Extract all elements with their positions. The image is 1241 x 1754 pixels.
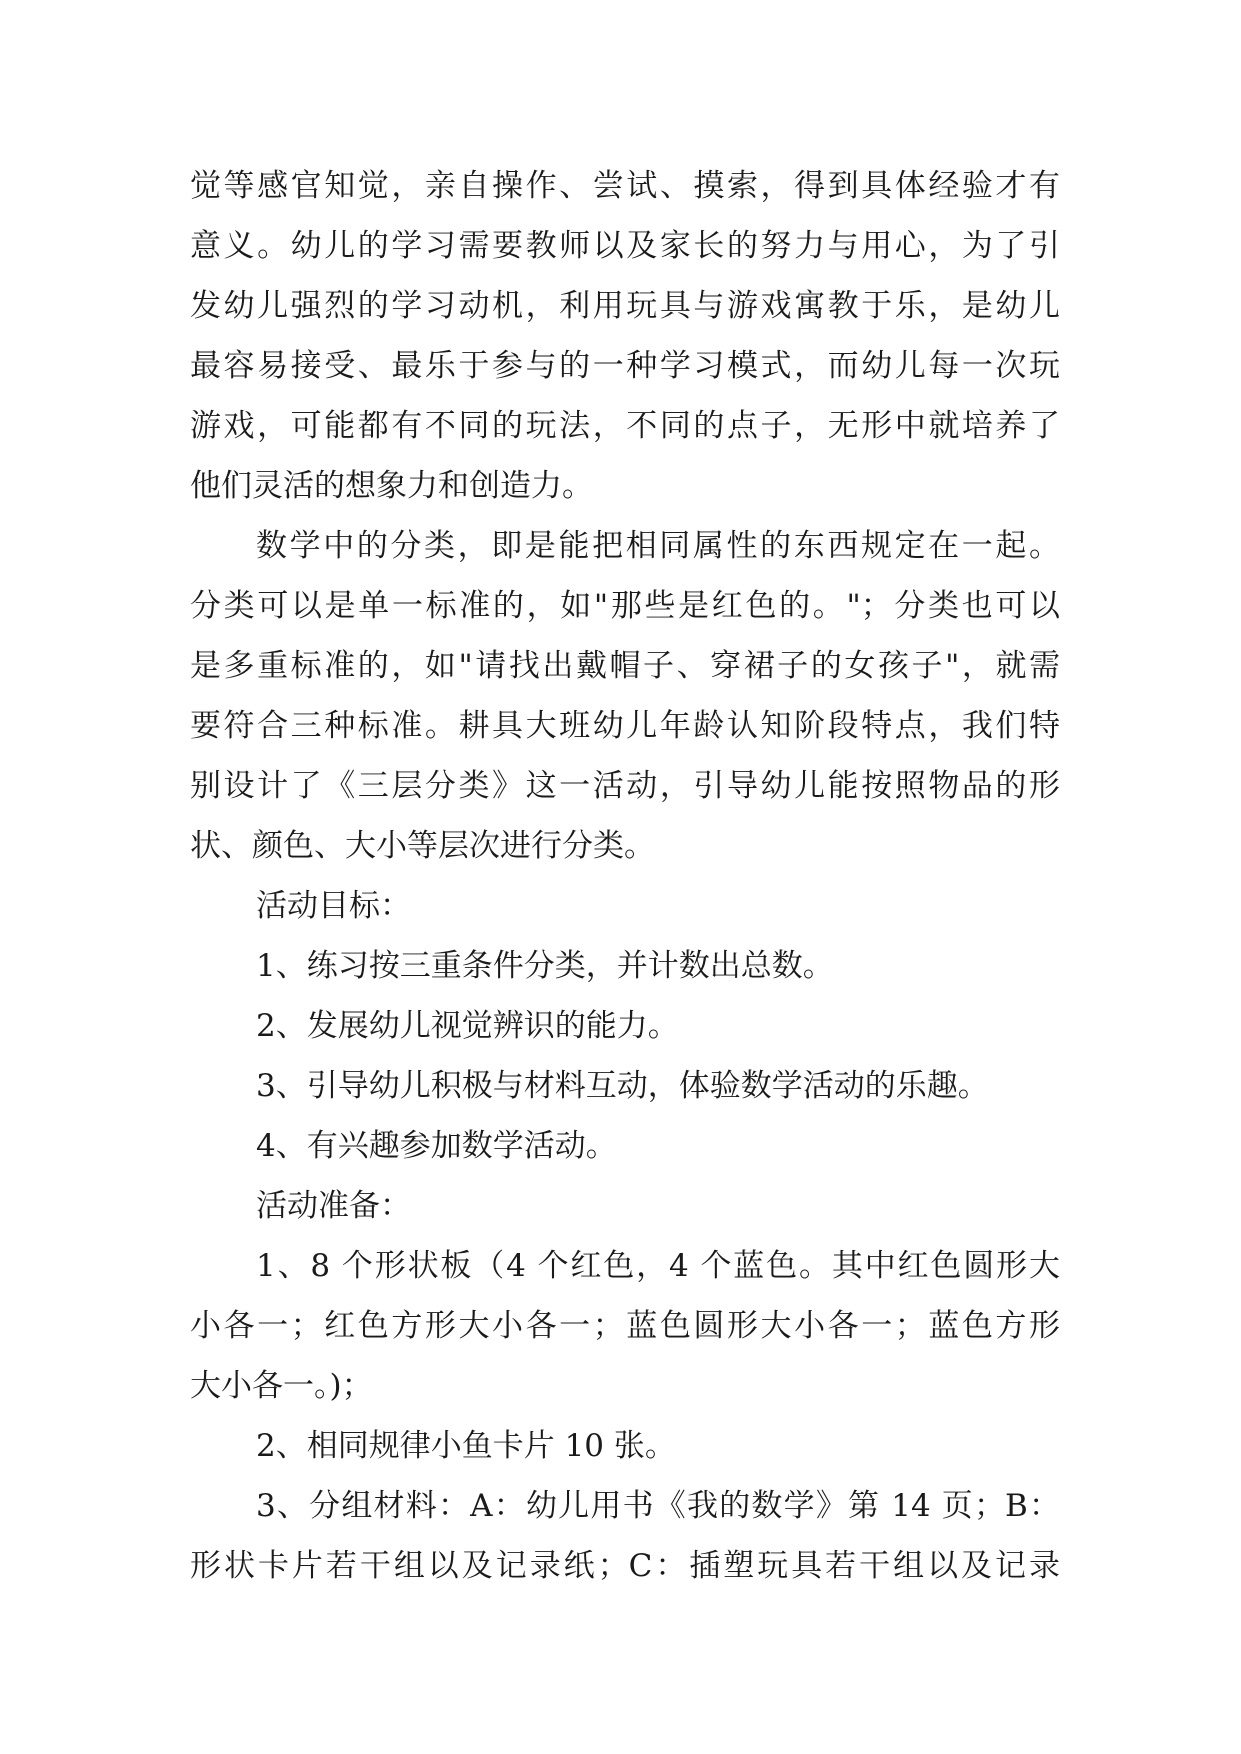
text-line: 活动准备：: [256, 1188, 411, 1224]
text-line: 最容易接受、最乐于参与的一种学习模式，而幼儿每一次玩: [190, 348, 1060, 384]
text-line: 形状卡片若干组以及记录纸；C：插塑玩具若干组以及记录: [190, 1548, 1060, 1584]
text-line: 1、8 个形状板（4 个红色，4 个蓝色。其中红色圆形大: [256, 1248, 1060, 1284]
text-line: 大小各一。)；: [190, 1368, 373, 1404]
text-line: 觉等感官知觉，亲自操作、尝试、摸索，得到具体经验才有: [190, 168, 1060, 204]
text-line: 是多重标准的，如"请找出戴帽子、穿裙子的女孩子"，就需: [190, 648, 1060, 684]
text-line: 小各一；红色方形大小各一；蓝色圆形大小各一；蓝色方形: [190, 1308, 1060, 1344]
text-line: 3、分组材料：A：幼儿用书《我的数学》第 14 页；B：: [256, 1488, 1060, 1524]
document-body: [190, 156, 1060, 1596]
text-line: 别设计了《三层分类》这一活动，引导幼儿能按照物品的形: [190, 768, 1060, 804]
text-line: 分类可以是单一标准的，如"那些是红色的。"；分类也可以: [190, 588, 1060, 624]
text-line: 发幼儿强烈的学习动机，利用玩具与游戏寓教于乐，是幼儿: [190, 288, 1060, 324]
text-line: 要符合三种标准。耕具大班幼儿年龄认知阶段特点，我们特: [190, 708, 1060, 744]
text-line: 2、发展幼儿视觉辨识的能力。: [256, 1008, 679, 1044]
text-line: 状、颜色、大小等层次进行分类。: [190, 828, 655, 864]
text-line: 游戏，可能都有不同的玩法，不同的点子，无形中就培养了: [190, 408, 1060, 444]
text-line: 2、相同规律小鱼卡片 10 张。: [256, 1428, 676, 1464]
text-line: 数学中的分类，即是能把相同属性的东西规定在一起。: [256, 528, 1060, 564]
text-line: 活动目标：: [256, 888, 411, 924]
text-line: 4、有兴趣参加数学活动。: [256, 1128, 617, 1164]
text-line: 意义。幼儿的学习需要教师以及家长的努力与用心，为了引: [190, 228, 1060, 264]
text-line: 他们灵活的想象力和创造力。: [190, 468, 593, 504]
text-line: 3、引导幼儿积极与材料互动，体验数学活动的乐趣。: [256, 1068, 989, 1104]
text-line: 1、练习按三重条件分类，并计数出总数。: [256, 948, 834, 984]
